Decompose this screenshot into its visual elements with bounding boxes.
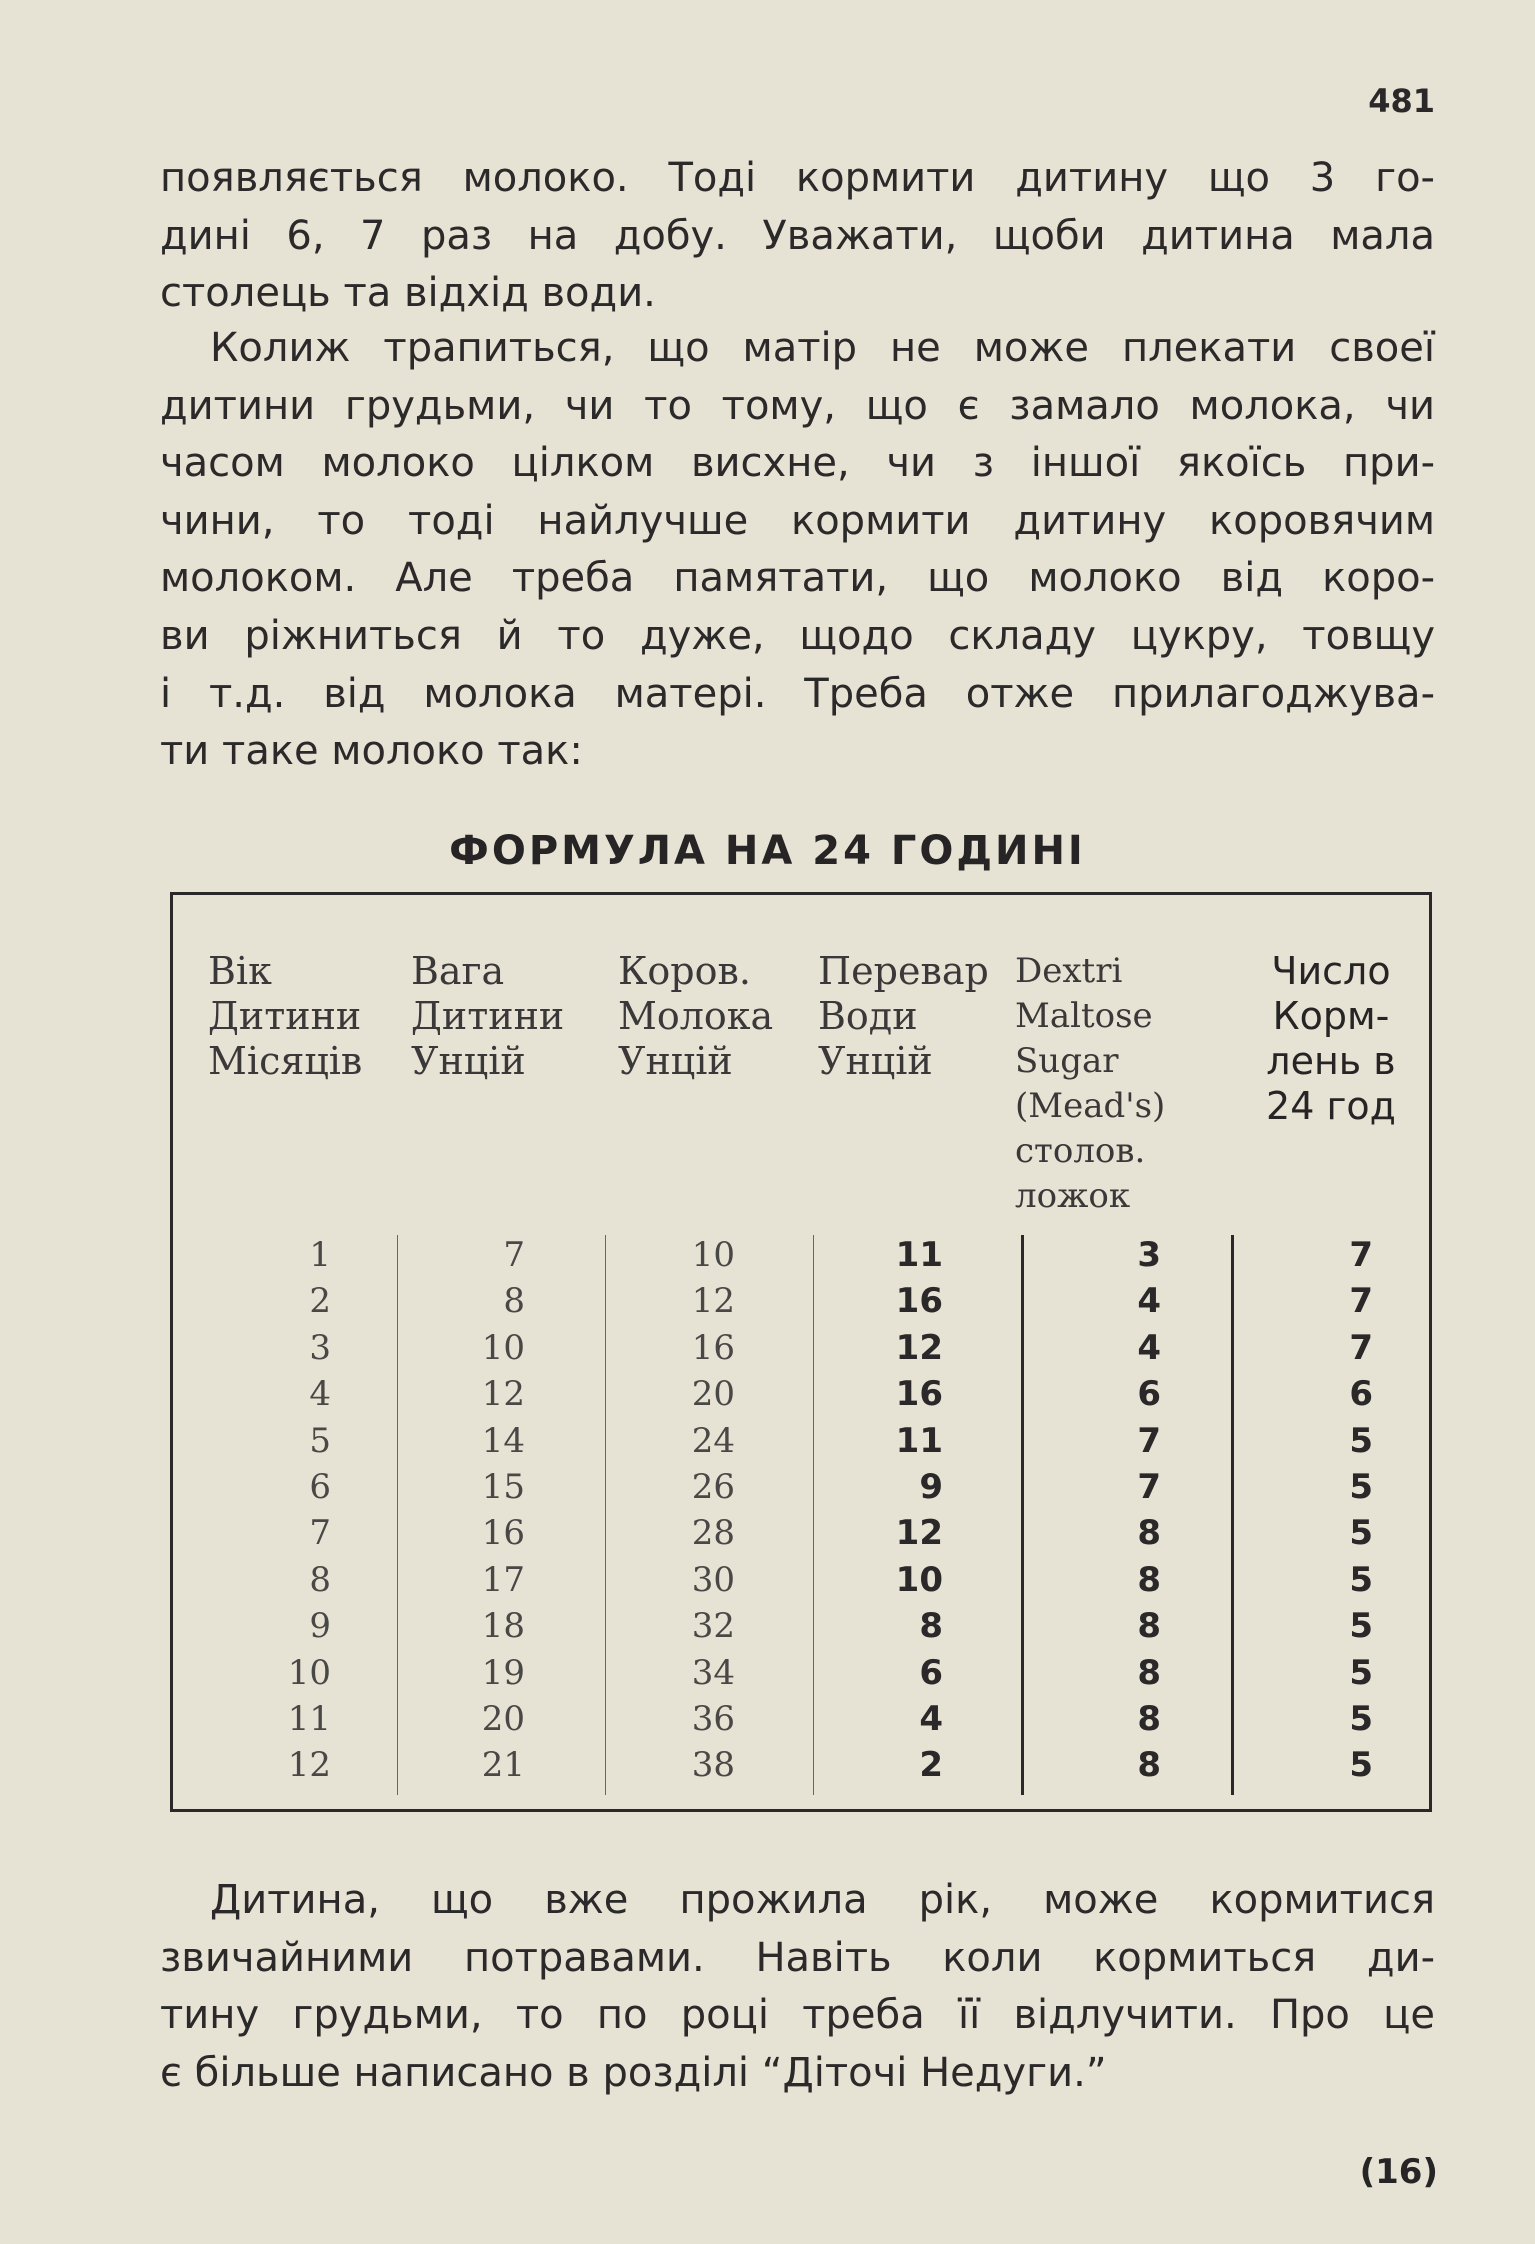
header-dextri-maltose: [1015, 949, 1165, 1219]
table-cell: 6: [919, 1652, 943, 1693]
table-cell: 6: [1349, 1374, 1373, 1415]
table-cell: 38: [691, 1745, 735, 1786]
table-cell: 34: [691, 1652, 735, 1693]
text-line: Колиж трапиться, що матір не може плекати своеї: [210, 325, 1435, 371]
table-cell: 4: [309, 1374, 331, 1415]
table-cell: 2: [919, 1745, 943, 1786]
table-cell: 32: [691, 1606, 735, 1647]
table-cell: 28: [691, 1513, 735, 1554]
header-cow-milk: [618, 949, 773, 1084]
paragraph-1: [160, 150, 1435, 323]
table-cell: 20: [481, 1699, 525, 1739]
table-cell: 12: [895, 1513, 943, 1554]
table-title: ФОРМУЛА НА 24 ГОДИНІ: [449, 828, 1086, 874]
text-line: появляється молоко. Тоді кормити дитину що 3 го-: [160, 155, 1435, 201]
table-cell: 5: [1349, 1467, 1373, 1507]
header-line: Унцій: [618, 1039, 733, 1083]
header-line: Унцій: [818, 1039, 933, 1083]
text-line: часом молоко цілком висхне, чи з іншої якоїсь при-: [160, 440, 1435, 487]
table-cell: 12: [481, 1374, 525, 1415]
table-cell: 11: [895, 1235, 943, 1275]
table-cell: 8: [309, 1559, 331, 1600]
table-cell: 7: [1349, 1281, 1373, 1322]
header-weight: [411, 949, 564, 1084]
table-cell: 7: [1137, 1420, 1161, 1461]
table-cell: 12: [287, 1745, 331, 1786]
table-cell: 8: [503, 1281, 525, 1322]
header-line: Вік: [208, 949, 272, 993]
table-cell: 5: [1349, 1652, 1373, 1693]
table-cell: 26: [691, 1467, 735, 1507]
column-divider: [813, 1235, 814, 1795]
table-cell: 16: [481, 1513, 525, 1554]
table-cell: 10: [287, 1652, 331, 1693]
table-cell: 5: [1349, 1420, 1373, 1461]
table-cell: 8: [1137, 1513, 1161, 1554]
text-line: звичайними потравами. Навіть коли кормиться ди-: [160, 1934, 1435, 1981]
table-cell: 9: [309, 1606, 331, 1647]
table-cell: 21: [481, 1745, 525, 1786]
text-line: є більше написано в розділі “Діточі Недуги.”: [160, 2049, 1107, 2096]
table-cell: 14: [481, 1420, 525, 1461]
table-cell: 11: [895, 1420, 943, 1461]
table-cell: 7: [1349, 1327, 1373, 1368]
text-line: ви ріжниться й то дуже, щодо складу цукру, товщу: [160, 612, 1435, 659]
table-cell: 7: [309, 1513, 331, 1554]
table-cell: 5: [1349, 1745, 1373, 1786]
header-line: Maltose: [1015, 996, 1153, 1036]
table-cell: 5: [1349, 1513, 1373, 1554]
formula-table: [170, 892, 1432, 1812]
header-line: Унцій: [411, 1039, 526, 1083]
page-number: 481: [1368, 82, 1435, 120]
text-line: чини, то тоді найлучше кормити дитину коровячим: [160, 497, 1435, 544]
table-cell: 10: [895, 1559, 943, 1600]
table-cell: 5: [309, 1420, 331, 1461]
header-line: Sugar: [1015, 1041, 1119, 1081]
text-line: Дитина, що вже прожила рік, може кормитися: [210, 1877, 1435, 1923]
header-line: Dextri: [1015, 951, 1123, 991]
table-cell: 2: [309, 1281, 331, 1322]
header-line: Води: [818, 994, 918, 1038]
table-cell: 8: [1137, 1606, 1161, 1647]
header-line: столов.: [1015, 1131, 1146, 1171]
table-cell: 7: [1349, 1235, 1373, 1275]
table-cell: 8: [1137, 1699, 1161, 1739]
table-cell: 11: [287, 1699, 331, 1739]
table-cell: 15: [481, 1467, 525, 1507]
table-cell: 18: [481, 1606, 525, 1647]
text-line: ти таке молоко так:: [160, 728, 583, 775]
text-line: молоком. Але треба памятати, що молоко від коро-: [160, 555, 1435, 602]
column-divider: [397, 1235, 398, 1795]
table-cell: 8: [1137, 1745, 1161, 1786]
header-line: (Mead's): [1015, 1086, 1166, 1126]
table-cell: 17: [481, 1559, 525, 1600]
table-cell: 10: [691, 1235, 735, 1275]
header-line: Корм-: [1272, 994, 1390, 1038]
signature-mark: (16): [1359, 2152, 1438, 2192]
text-line: тину грудьми, то по році треба її відлучити. Про це: [160, 1992, 1435, 2039]
column-divider: [1021, 1235, 1024, 1795]
table-cell: 5: [1349, 1606, 1373, 1647]
paragraph-2: [160, 320, 1435, 781]
table-cell: 16: [895, 1374, 943, 1415]
table-cell: 3: [309, 1327, 331, 1368]
table-cell: 4: [1137, 1327, 1161, 1368]
header-line: ложок: [1015, 1176, 1131, 1216]
table-cell: 9: [919, 1467, 943, 1507]
table-cell: 6: [1137, 1374, 1161, 1415]
text-line: дитини грудьми, чи то тому, що є замало молока, чи: [160, 382, 1435, 429]
header-age: [208, 949, 362, 1084]
table-cell: 8: [919, 1606, 943, 1647]
table-cell: 8: [1137, 1652, 1161, 1693]
table-cell: 5: [1349, 1559, 1373, 1600]
table-cell: 8: [1137, 1559, 1161, 1600]
table-cell: 1: [309, 1235, 331, 1275]
header-line: Дитини: [208, 994, 362, 1038]
table-cell: 10: [481, 1327, 525, 1368]
table-cell: 3: [1137, 1235, 1161, 1275]
header-line: Перевар: [818, 949, 989, 993]
text-line: дині 6, 7 раз на добу. Уважати, щоби дитина мала: [160, 212, 1435, 259]
column-divider: [605, 1235, 606, 1795]
text-line: і т.д. від молока матері. Треба отже прилагоджува-: [160, 670, 1435, 717]
table-cell: 16: [895, 1281, 943, 1322]
table-cell: 4: [919, 1699, 943, 1739]
table-cell: 7: [1137, 1467, 1161, 1507]
header-boiled-water: [818, 949, 989, 1084]
header-line: Молока: [618, 994, 774, 1038]
table-cell: 19: [481, 1652, 525, 1693]
column-divider: [1231, 1235, 1234, 1795]
table-cell: 24: [691, 1420, 735, 1461]
header-line: 24 год: [1266, 1084, 1396, 1128]
header-feedings: [1261, 949, 1401, 1129]
table-cell: 30: [691, 1559, 735, 1600]
table-cell: 6: [309, 1467, 331, 1507]
paragraph-3: [160, 1872, 1435, 2102]
header-line: Місяців: [208, 1039, 363, 1083]
table-cell: 12: [691, 1281, 735, 1322]
table-cell: 5: [1349, 1699, 1373, 1739]
header-line: Число: [1271, 949, 1391, 993]
header-line: лень в: [1266, 1039, 1396, 1083]
header-line: Коров.: [618, 949, 751, 993]
header-line: Дитини: [411, 994, 565, 1038]
text-line: столець та відхід води.: [160, 270, 656, 317]
table-cell: 16: [691, 1327, 735, 1368]
table-cell: 12: [895, 1327, 943, 1368]
header-line: Вага: [411, 949, 505, 993]
table-cell: 4: [1137, 1281, 1161, 1322]
table-cell: 7: [503, 1235, 525, 1275]
table-cell: 20: [691, 1374, 735, 1415]
table-cell: 36: [691, 1699, 735, 1739]
